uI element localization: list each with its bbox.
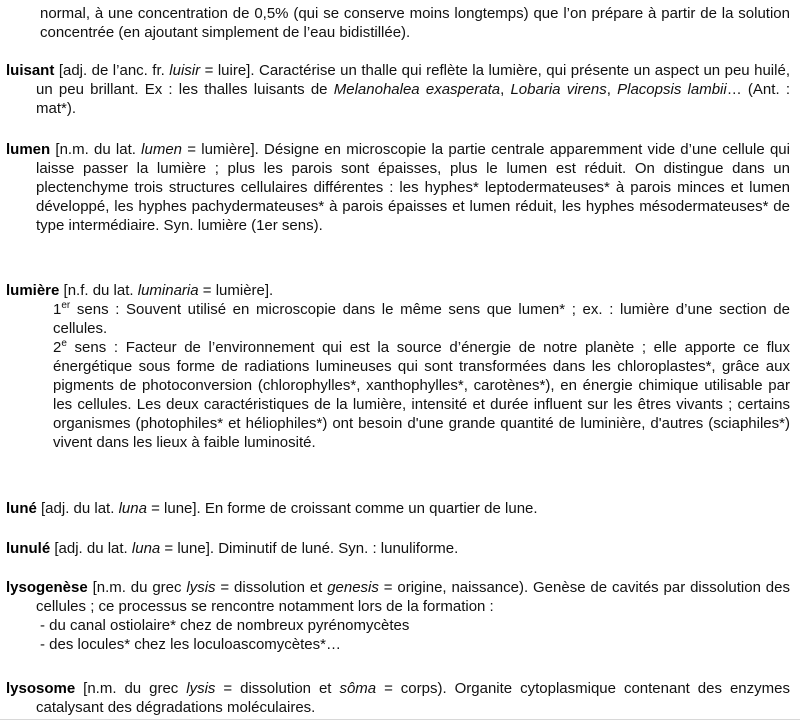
entry-body: lumen [n.m. du lat. lumen = lumière]. Désigne en microscopie la partie centrale apparemment vide d’une cellule qui laisse passer la lumière ; plus les parois sont épaisses, plus le lumen est réduit. On distingue dans un plectenchyme trois structures cellulaires différentes : les hyphes* leptodermateuses* à parois minces et lumen développé, les hyphes pachydermateuses* à parois épaisses et lumen réduit, les hyphes mésodermateuses* de type intermédiaire. Syn. lumière (1er sens). <box>6 141 790 234</box>
entry-body: lysosome [n.m. du grec lysis = dissolution et sôma = corps). Organite cytoplasmique contenant des enzymes catalysant des dégradations moléculaires. <box>6 680 790 716</box>
entry-lumen <box>6 140 790 235</box>
sense-2: 2e sens : Facteur de l’environnement qui est la source d’énergie de notre planète ; elle apporte ce flux énergétique sous forme de radiations lumineuses qui sont transformées dans les chloroplastes*, grâce aux pigments de photoconversion (chlorophylles*, xanthophylles*, carotènes*), en énergie chimique utilisable par les cellules. Les deux caractéristiques de la lumière, intensité et durée influent sur les êtres vivants ; certains organismes (photophiles* et héliophiles*) ont besoin d'une grande quantité de luminière, d'autres (sciaphiles*) vivent dans les lieux à faible luminosité. <box>53 338 790 451</box>
entry-lune <box>6 499 790 518</box>
entry-body: luné [adj. du lat. luna = lune]. En forme de croissant comme un quartier de lune. <box>6 500 538 517</box>
list-item: - des locules* chez les loculoascomycètes*… <box>40 636 341 653</box>
entry-body: lysogenèse [n.m. du grec lysis = dissolution et genesis = origine, naissance). Genèse de cavités par dissolution des cellules ; ce processus se rencontre notamment lors de la formation : <box>6 579 790 615</box>
entry-term: lysosome <box>6 680 76 697</box>
entry-term: lysogenèse <box>6 579 88 596</box>
entry-lumiere <box>6 281 790 452</box>
entry-luisant <box>6 61 790 118</box>
sense-1: 1er sens : Souvent utilisé en microscopie dans le même sens que lumen* ; ex. : lumière d’une section de cellules. <box>53 300 790 337</box>
page-bottom-divider <box>0 719 800 720</box>
entry-body: lumière [n.f. du lat. luminaria = lumière]. <box>6 282 274 299</box>
entry-term: lumière <box>6 282 60 299</box>
entry-body: lunulé [adj. du lat. luna = lune]. Diminutif de luné. Syn. : lunuliforme. <box>6 540 459 557</box>
entry-body: luisant [adj. de l’anc. fr. luisir = luire]. Caractérise un thalle qui reflète la lumière, qui présente un aspect un peu huilé, un peu brillant. Ex : les thalles luisants de Melanohalea exasperata, Lobaria virens, Placopsis lambii… (Ant. : mat*). <box>6 62 790 117</box>
entry-term: lunulé <box>6 540 51 557</box>
entry-term: luné <box>6 500 37 517</box>
list-item: - du canal ostiolaire* chez de nombreux pyrénomycètes <box>40 617 410 634</box>
entry-lysogenese <box>6 578 790 654</box>
entry-lysosome <box>6 679 790 717</box>
fragment-text: normal, à une concentration de 0,5% (qui se conserve moins longtemps) que l’on prépare à partir de la solution concentrée (en ajoutant simplement de l’eau bidistillée). <box>40 5 790 41</box>
entry-lunule <box>6 539 790 558</box>
entry-term: lumen <box>6 141 51 158</box>
entry-term: luisant <box>6 62 55 79</box>
continued-fragment <box>6 4 790 42</box>
